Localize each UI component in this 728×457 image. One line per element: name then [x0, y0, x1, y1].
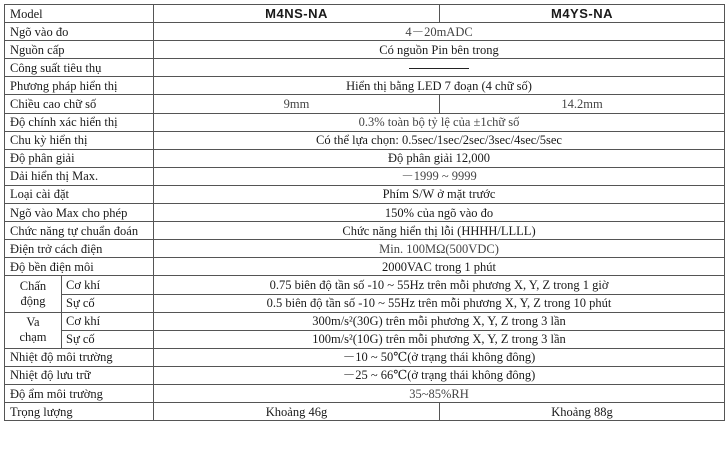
sub-label: Cơ khí	[62, 276, 154, 294]
row-value: －1999 ~ 9999	[154, 167, 725, 185]
row-label: Độ phân giải	[5, 149, 154, 167]
vibration-line1: Chấn	[19, 279, 47, 293]
row-diagnostic	[5, 222, 725, 240]
spec-table	[4, 4, 725, 421]
row-value: 300m/s²(30G) trên mỗi phương X, Y, Z trong 3 lần	[154, 312, 725, 330]
row-label: Chức năng tự chuẩn đoán	[5, 222, 154, 240]
row-label: Dải hiển thị Max.	[5, 167, 154, 185]
row-setting	[5, 185, 725, 203]
dash-line	[409, 68, 469, 69]
row-max-input	[5, 204, 725, 222]
row-value-m4ys: Khoảng 88g	[440, 403, 725, 421]
row-char-height	[5, 95, 725, 113]
row-value: 100m/s²(10G) trên mỗi phương X, Y, Z trong 3 lần	[154, 330, 725, 348]
row-power	[5, 41, 725, 59]
row-value-dash	[154, 59, 725, 77]
row-insulation	[5, 240, 725, 258]
row-cycle	[5, 131, 725, 149]
row-label: Điện trở cách điện	[5, 240, 154, 258]
row-label: Nhiệt độ môi trường	[5, 348, 154, 366]
row-label: Chu kỳ hiển thị	[5, 131, 154, 149]
vibration-line2: động	[20, 294, 46, 308]
row-value: 0.5 biên độ tần số -10 ~ 55Hz trên mỗi phương X, Y, Z trong 10 phút	[154, 294, 725, 312]
row-weight	[5, 403, 725, 421]
row-value-m4ns: 9mm	[154, 95, 440, 113]
row-consumption	[5, 59, 725, 77]
row-label: Công suất tiêu thụ	[5, 59, 154, 77]
row-label: Nhiệt độ lưu trữ	[5, 366, 154, 384]
row-label: Độ ẩm môi trường	[5, 384, 154, 402]
row-value: 0.3% toàn bộ tỷ lệ của ±1chữ số	[154, 113, 725, 131]
row-value: －10 ~ 50℃(ở trạng thái không đông)	[154, 348, 725, 366]
sub-label: Sự cố	[62, 294, 154, 312]
row-value: 35~85%RH	[154, 384, 725, 402]
row-label: Độ bền điện môi	[5, 258, 154, 276]
row-accuracy	[5, 113, 725, 131]
row-value: Hiển thị bằng LED 7 đoạn (4 chữ số)	[154, 77, 725, 95]
row-label: Loại cài đặt	[5, 185, 154, 203]
row-value-m4ns: Khoảng 46g	[154, 403, 440, 421]
model-label: Model	[5, 5, 154, 23]
row-value: Độ phân giải 12,000	[154, 149, 725, 167]
row-value: Có thể lựa chọn: 0.5sec/1sec/2sec/3sec/4sec/5sec	[154, 131, 725, 149]
row-label: Độ chính xác hiển thị	[5, 113, 154, 131]
row-value: 2000VAC trong 1 phút	[154, 258, 725, 276]
header-row	[5, 5, 725, 23]
sub-label: Sự cố	[62, 330, 154, 348]
row-value: Phím S/W ở mặt trước	[154, 185, 725, 203]
row-shock-mech	[5, 312, 725, 330]
row-display-method	[5, 77, 725, 95]
row-vibration-mech	[5, 276, 725, 294]
model-m4ns-na: M4NS-NA	[154, 5, 440, 23]
row-label: Nguồn cấp	[5, 41, 154, 59]
row-value: Có nguồn Pin bên trong	[154, 41, 725, 59]
row-value: Min. 100MΩ(500VDC)	[154, 240, 725, 258]
shock-line1: Va	[26, 315, 40, 330]
row-humidity	[5, 384, 725, 402]
row-value: Chức năng hiển thị lỗi (HHHH/LLLL)	[154, 222, 725, 240]
row-input	[5, 23, 725, 41]
row-value: 150% của ngõ vào đo	[154, 204, 725, 222]
shock-group-label	[5, 312, 62, 348]
row-label: Phương pháp hiển thị	[5, 77, 154, 95]
row-shock-fault	[5, 330, 725, 348]
row-label: Chiều cao chữ số	[5, 95, 154, 113]
row-label: Ngõ vào Max cho phép	[5, 204, 154, 222]
row-label: Ngõ vào đo	[5, 23, 154, 41]
model-m4ys-na: M4YS-NA	[440, 5, 725, 23]
row-vibration-fault	[5, 294, 725, 312]
row-resolution	[5, 149, 725, 167]
row-label: Trọng lượng	[5, 403, 154, 421]
row-value: －25 ~ 66℃(ở trạng thái không đông)	[154, 366, 725, 384]
row-value-m4ys: 14.2mm	[440, 95, 725, 113]
shock-line2: chạm	[19, 330, 47, 345]
row-range	[5, 167, 725, 185]
sub-label: Cơ khí	[62, 312, 154, 330]
row-ambient-temp	[5, 348, 725, 366]
row-value: 4－20mADC	[154, 23, 725, 41]
row-storage-temp	[5, 366, 725, 384]
row-dielectric	[5, 258, 725, 276]
vibration-group-label	[5, 276, 62, 312]
row-value: 0.75 biên độ tần số -10 ~ 55Hz trên mỗi phương X, Y, Z trong 1 giờ	[154, 276, 725, 294]
